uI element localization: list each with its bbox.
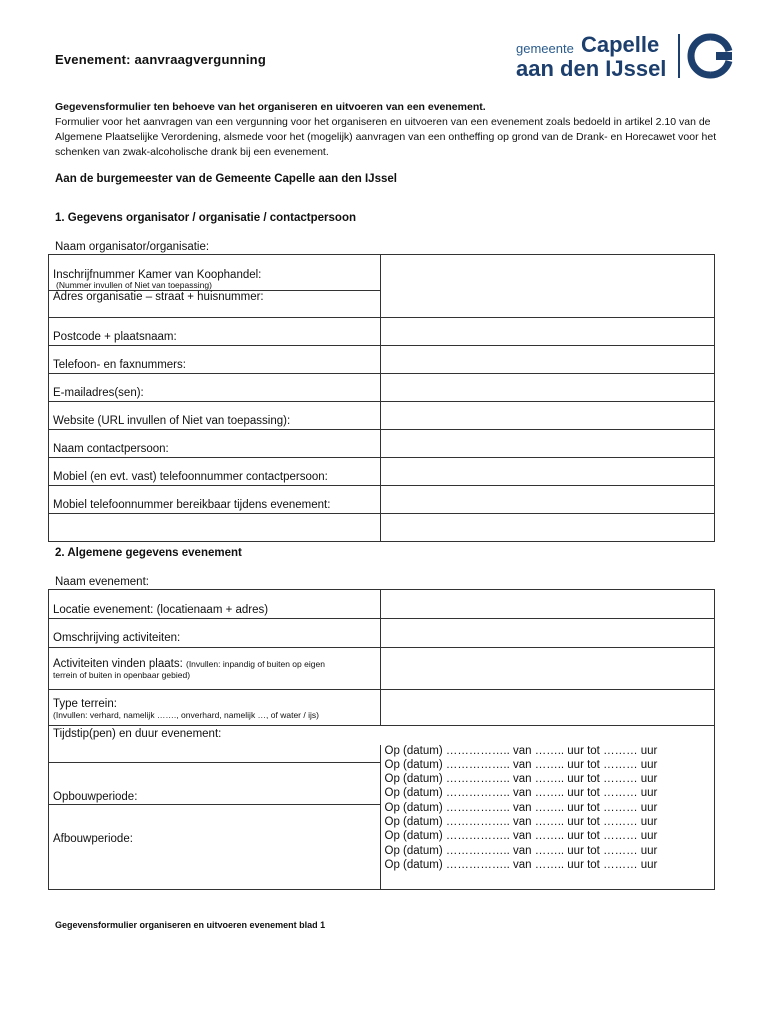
input-cell[interactable] xyxy=(380,590,714,619)
time-line: Op (datum) …………….. van …….. uur tot ……… uur xyxy=(384,787,658,800)
table-row xyxy=(49,726,715,745)
table-row xyxy=(49,514,715,542)
row-label: Locatie evenement: (locatienaam + adres) xyxy=(53,604,269,616)
logo-divider xyxy=(678,34,680,78)
table-row xyxy=(49,690,715,726)
row-label: E-mailadres(sen): xyxy=(53,387,144,399)
time-line: Op (datum) …………….. van …….. uur tot ……… uur xyxy=(384,744,658,757)
row-label-cell xyxy=(49,318,381,346)
table-row xyxy=(49,255,715,291)
logo-text-small: gemeente xyxy=(516,41,574,56)
input-cell[interactable] xyxy=(380,255,714,318)
row-label: Mobiel (en evt. vast) telefoonnummer contactpersoon: xyxy=(53,471,328,483)
input-cell[interactable] xyxy=(380,648,714,690)
row-label-cell xyxy=(49,458,381,486)
row-label: Postcode + plaatsnaam: xyxy=(53,331,177,343)
table-row xyxy=(49,402,715,430)
document-title: Evenement: aanvraagvergunning xyxy=(55,52,266,67)
row-label-cell xyxy=(49,346,381,374)
logo-text-line2: aan den IJssel xyxy=(516,56,667,81)
row-label: Website (URL invullen of Niet van toepassing): xyxy=(53,415,291,427)
row-label-cell xyxy=(49,763,381,805)
input-cell[interactable] xyxy=(380,514,714,542)
row-label-cell xyxy=(49,255,381,291)
logo-text-big: Capelle xyxy=(581,32,660,57)
table-row xyxy=(49,318,715,346)
section2-heading: 2. Algemene gegevens evenement xyxy=(55,547,242,559)
table-row xyxy=(49,346,715,374)
input-cell[interactable] xyxy=(380,619,714,648)
intro-block xyxy=(55,100,735,160)
section1-first-label: Naam organisator/organisatie: xyxy=(55,241,210,253)
logo-mark-icon xyxy=(686,33,734,79)
row-label: Naam contactpersoon: xyxy=(53,443,169,455)
row-label: Telefoon- en faxnummers: xyxy=(53,359,186,371)
row-label: Type terrein: xyxy=(53,698,117,710)
input-cell[interactable] xyxy=(380,486,714,514)
row-label: Mobiel telefoonnummer bereikbaar tijdens evenement: xyxy=(53,499,331,511)
row-label: Tijdstip(pen) en duur evenement: xyxy=(53,728,222,740)
time-line: Op (datum) …………….. van …….. uur tot ……… uur xyxy=(384,858,658,871)
input-cell[interactable] xyxy=(380,346,714,374)
input-cell[interactable] xyxy=(380,458,714,486)
table-row xyxy=(49,745,715,763)
input-cell[interactable] xyxy=(380,374,714,402)
table-row xyxy=(49,619,715,648)
row-label: Adres organisatie – straat + huisnummer: xyxy=(53,291,264,303)
municipality-logo xyxy=(516,32,736,82)
row-label-cell xyxy=(49,690,381,726)
time-line: Op (datum) …………….. van …….. uur tot ……… uur xyxy=(384,830,658,843)
row-label-cell xyxy=(49,805,381,890)
page-footer: Gegevensformulier organiseren en uitvoeren evenement blad 1 xyxy=(55,920,326,930)
addressee: Aan de burgemeester van de Gemeente Capelle aan den IJssel xyxy=(55,173,397,185)
event-table xyxy=(48,589,715,890)
row-label: Activiteiten vinden plaats: xyxy=(53,658,183,670)
time-line: Op (datum) …………….. van …….. uur tot ……… uur xyxy=(384,815,658,828)
row-sublabel: terrein of buiten in openbaar gebied) xyxy=(53,670,191,680)
row-label-cell xyxy=(49,374,381,402)
intro-bold-line: Gegevensformulier ten behoeve van het organiseren en uitvoeren van een evenement. xyxy=(55,101,486,113)
row-label-cell xyxy=(49,430,381,458)
row-label: Inschrijfnummer Kamer van Koophandel: xyxy=(53,269,262,281)
organizer-table xyxy=(48,254,715,542)
row-label: Omschrijving activiteiten: xyxy=(53,632,181,644)
row-label: Afbouwperiode: xyxy=(53,833,133,845)
time-line: Op (datum) …………….. van …….. uur tot ……… uur xyxy=(384,773,658,786)
row-sublabel: (Nummer invullen of Niet van toepassing) xyxy=(56,280,212,290)
table-row xyxy=(49,590,715,619)
row-sublabel: (Invullen: inpandig of buiten op eigen xyxy=(185,659,325,669)
time-line: Op (datum) …………….. van …….. uur tot ……… uur xyxy=(384,801,658,814)
time-lines-cell[interactable] xyxy=(380,745,714,890)
row-label-cell xyxy=(49,486,381,514)
table-row xyxy=(49,648,715,690)
input-cell[interactable] xyxy=(380,402,714,430)
empty-cell xyxy=(49,745,381,763)
row-label-cell xyxy=(49,590,381,619)
row-label: Opbouwperiode: xyxy=(53,791,138,803)
row-sublabel: (Invullen: verhard, namelijk ……., onverhard, namelijk …, of water / ijs) xyxy=(53,710,319,720)
row-label-cell xyxy=(49,291,381,318)
input-cell[interactable] xyxy=(380,430,714,458)
time-line: Op (datum) …………….. van …….. uur tot ……… uur xyxy=(384,758,658,771)
row-label-cell xyxy=(49,726,715,745)
table-row xyxy=(49,430,715,458)
table-row xyxy=(49,374,715,402)
table-row xyxy=(49,486,715,514)
empty-cell xyxy=(49,514,381,542)
section1-heading: 1. Gegevens organisator / organisatie / contactpersoon xyxy=(55,212,356,224)
row-label-cell xyxy=(49,648,381,690)
section2-first-label: Naam evenement: xyxy=(55,576,149,588)
row-label-cell xyxy=(49,619,381,648)
input-cell[interactable] xyxy=(380,318,714,346)
input-cell[interactable] xyxy=(380,690,714,726)
row-label-cell xyxy=(49,402,381,430)
time-line: Op (datum) …………….. van …….. uur tot ……… uur xyxy=(384,844,658,857)
intro-text: Formulier voor het aanvragen van een vergunning voor het organiseren en uitvoeren van een evenement zoals bedoeld in artikel 2.10 van de Algemene Plaatselijke Verordening, alsmede voor het (mogelijk) aanvragen van een ontheffing op grond van de Drank- en Horecawet voor het schenken van zwak-alcoholische drank bij een evenement. xyxy=(55,116,717,158)
table-row xyxy=(49,458,715,486)
